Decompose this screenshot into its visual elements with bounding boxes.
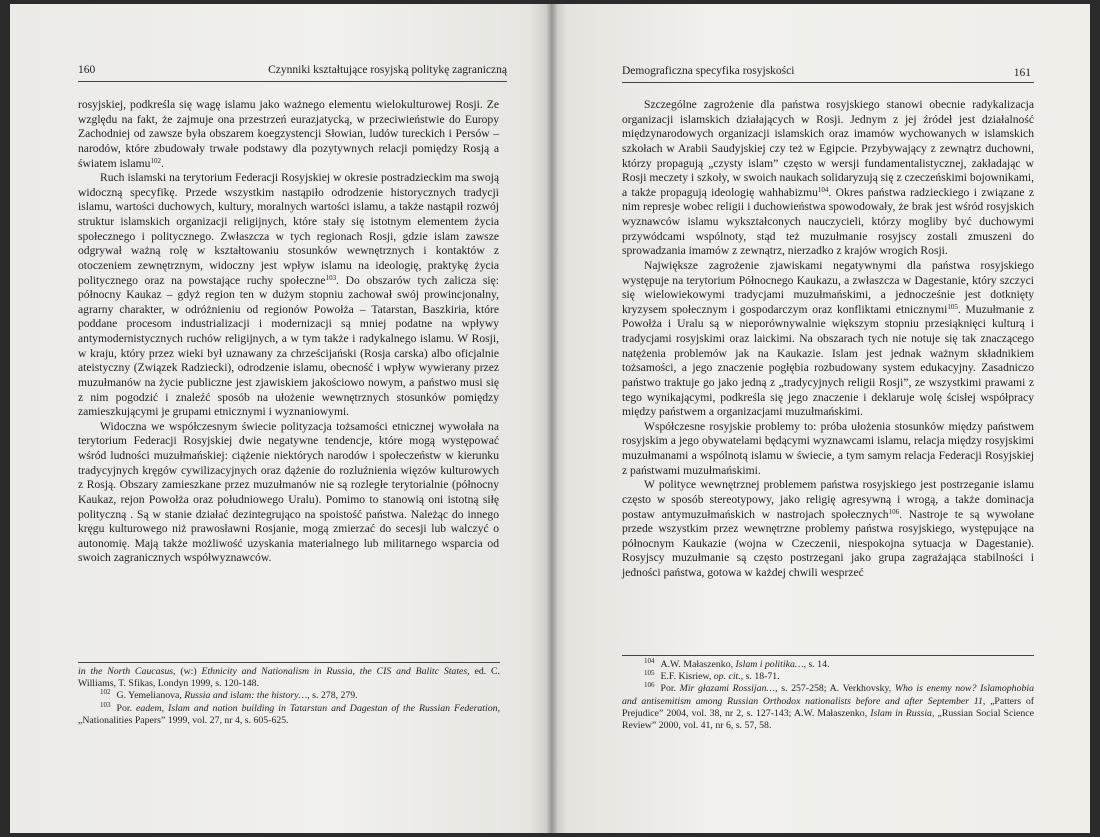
book-spread — [10, 4, 1090, 833]
footnote: $^{106}$ Por. Mir głazami Rossijan…, s. 257-258; A. Verkhovsky, Who is enemy now? Islamophobia and antisemitism among Russian Orthodox nationalists before and after September 11, „Patters of Prejudice” 2004, vol. 38, nr 2, s. 127-143; A.W. Małaszenko, Islam in Russia, „Russian Social Science Review” 2000, vol. 41, nr 6, s. 57, 58. — [622, 681, 1034, 732]
footnote-ref: 102 — [150, 156, 161, 165]
paragraph: Widoczna we współczesnym świecie polityzacja tożsamości etnicznej wywołała na terytorium Federacji Rosyjskiej dwie negatywne tendencje, które mogą występować wśród ludności muzułmańskiej: ciążenie niektórych narodów i społeczeństw w kierunku tradycyjnych kręgów cywilizacyjnych oraz dążenie do rozluźnienia więzów kulturowych z Rosją. Obszary zamieszkane przez muzułmanów nie są rozległe terytorialnie (północny Kaukaz, rejon Powołża oraz południowego Uralu). Pomimo to stanowią oni istotną siłę polityczną . Są w stanie działać dezintegrująco na spoistość państwa. Należąc do innego kręgu kulturowego niż prawosławni Rosjanie, mogą zmierzać do secesji lub walczyć o autonomię. Mają także możliwość uzyskania materialnego lub militarnego wsparcia od swoich zagranicznych współwyznawców. — [78, 419, 499, 565]
footnote-ref: 103 — [325, 273, 337, 282]
left-footnotes — [78, 666, 500, 727]
paragraph: Współczesne rosyjskie problemy to: próba ułożenia stosunków między państwem rosyjskim a jego obywatelami będącymi wyznawcami islamu, relacja między rosyjskimi muzułmanami a wspólnotą islamu w świecie, a tym samym relacja Federacji Rosyjskiej z państwami muzułmańskimi. — [622, 419, 1034, 477]
paragraph: Największe zagrożenie zjawiskami negatywnymi dla państwa rosyjskiego występuje na terytorium Północnego Kaukazu, a zwłaszcza w Dagestanie, który szczyci się wielowiekowymi tradycjami muzułmańskimi, a jednocześnie jest dotknięty kryzysem społecznym i gospodarczym oraz konfliktami etnicznymi$^{105}$. Muzułmanie z Powołża i Uralu są w nieporównywalnie większym stopniu przesiąknięci kulturą i tradycjami rosyjskimi oraz laickimi. Na obszarach tych nie notuje się tak znaczącego natężenia problemów jak na Kaukazie. Islam jest jednak ważnym składnikiem tożsamości, a jego znaczenie pogłębia rozbudowany system edukacyjny. Zasadniczo państwo traktuje go jako jedną z „tradycyjnych religii Rosji”, ze wszystkimi prawami z tego wynikającymi, podkreśla się jego znaczenie i deklaruje wolę ścisłej współpracy między państwem a organizacjami muzułmańskimi. — [622, 258, 1034, 419]
paragraph: Szczególne zagrożenie dla państwa rosyjskiego stanowi obecnie radykalizacja organizacji islamskich działających w Rosji. Jednym z jej źródeł jest działalność międzynarodowych organizacji islamskich oraz imamów wychowanych w islamskich szkołach w Arabii Saudyjskiej czy też w Egipcie. Przybywający z zewnątrz duchowni, którzy propagują „czysty islam” często w wersji fundamentalistycznej, zakładając w Rosji meczety i szkoły, w swoich naukach solidaryzują się z czeczeńskimi bojownikami, a także propagują ideologię wahhabizmu$^{104}$. Okres państwa radzieckiego i związane z nim represje wobec religii i duchowieństwa spowodowały, że brak jest wśród rosyjskich wyznawców islamu wykształconych nauczycieli, którzy mogliby być duchowymi przywódcami wspólnoty, stąd też muzułmanie rosyjscy zostali zmuszeni do sprowadzania imamów z zewnątrz, nierzadko z krajów wrogich Rosji. — [622, 98, 1034, 258]
footnote-ref: 104 — [817, 185, 829, 194]
footnote-ref: 105 — [947, 302, 958, 311]
right-page-number: 161 — [1013, 67, 1031, 79]
footnote-ref: 106 — [888, 507, 900, 516]
right-page — [551, 4, 1090, 833]
left-header-rule — [78, 81, 507, 82]
right-footnote-rule — [622, 655, 1034, 656]
left-page-number: 160 — [78, 64, 96, 76]
paragraph: Ruch islamski na terytorium Federacji Rosyjskiej w okresie postradzieckim ma swoją widoczną specyfikę. Przede wszystkim nastąpiło odrodzenie historycznych tradycji islamu, wartości duchowych, kultury, moralnych wartości islamu, a także nastąpił rozwój struktur islamskich organizacji religijnych, które stały się istotnym elementem życia społecznego i politycznego. Zwłaszcza w tych regionach Rosji, gdzie islam zawsze odgrywał ważną rolę w kształtowaniu stosunków wewnętrznych i kontaktów z otoczeniem zewnętrznym, widoczny jest wpływ islamu na ideologię, praktykę życia politycznego oraz na powstające ruchy społeczne$^{103}$. Do obszarów tych zalicza się: północny Kaukaz – gdyż region ten w dużym stopniu zachował swój prowincjonalny, agrarny charakter, w odróżnieniu od regionów Powołża – Tatarstan, Baszkiria, które poddane procesom industrializacji i modernizacji są mniej podatne na wpływy antymodernistycznych ruchów religijnych, a w tym także i radykalnego islamu. W Rosji, w kraju, który przez wieki był uznawany za chrześcijański (Rosja carska) albo oficjalnie ateistyczny (Związek Radziecki), odrodzenie islamu, obecność i wpływ wywierany przez muzułmanów na życie publiczne jest zjawiskiem jakościowo nowym, a państwo musi się z nim pogodzić i znaleźć sposób na ułożenie wewnętrznych stosunków pomiędzy zamieszkującymi je grupami etnicznymi i wyznaniowymi. — [78, 171, 499, 419]
book-gutter-shadow — [546, 4, 558, 833]
footnote: $^{103}$ Por. eadem, Islam and nation building in Tatarstan and Dagestan of the Russian Federation, „Nationalities Papers” 1999, vol. 27, nr 4, s. 605-625. — [78, 700, 501, 726]
paragraph: W polityce wewnętrznej problemem państwa rosyjskiego jest postrzeganie islamu często w sposób stereotypowy, jako religię agresywną i wrogą, a także dominacja postaw antymuzułmańskich w nastrojach społecznych$^{106}$. Nastroje te są wywołane przede wszystkim przez wewnętrzne problemy państwa rosyjskiego, występujące na północnym Kaukazie (wojna w Czeczenii, niespokojna sytuacja w Dagestanie). Rosyjscy muzułmanie są często postrzegani jako grupa zagrażająca stabilności i jedności państwa, gotowa w każdej chwili wesprzeć — [622, 478, 1034, 579]
left-page — [10, 4, 551, 833]
right-header-rule — [622, 82, 1034, 83]
footnote: in the North Caucasus, (w:) Ethnicity and Nationalism in Russia, the CIS and Balitc States, ed. C. Williams, T. Sfikas, Londyn 1999, s. 120-148. — [78, 666, 500, 690]
footnote: $^{102}$ G. Yemelianova, Russia and islam: the history…, s. 278, 279. — [100, 688, 358, 702]
left-running-head: Czynniki kształtujące rosyjską politykę zagraniczną — [268, 64, 507, 76]
left-footnote-rule — [78, 662, 500, 663]
paragraph: rosyjskiej, podkreśla się wagę islamu jako ważnego elementu wielokulturowej Rosji. Ze względu na fakt, że zajmuje ona przestrzeń eurazjatycką, w przeciwieństwie do Europy Zachodniej od zawsze była obszarem koegzystencji Słowian, ludów tureckich i Persów – narodów, które zbudowały trwałe podstawy dla pozytywnych relacji pomiędzy Rosją a światem islamu$^{102}$. — [78, 98, 499, 170]
footnote: $^{104}$ A.W. Małaszenko, Islam i politika…, s. 14. — [644, 657, 830, 670]
right-running-head: Demograficzna specyfika rosyjskości — [622, 65, 795, 77]
left-body-text — [78, 98, 499, 566]
footnote: $^{105}$ E.F. Kisriew, op. cit., s. 18-71. — [644, 669, 780, 683]
right-body-text — [622, 98, 1034, 581]
right-footnotes — [622, 659, 1034, 732]
